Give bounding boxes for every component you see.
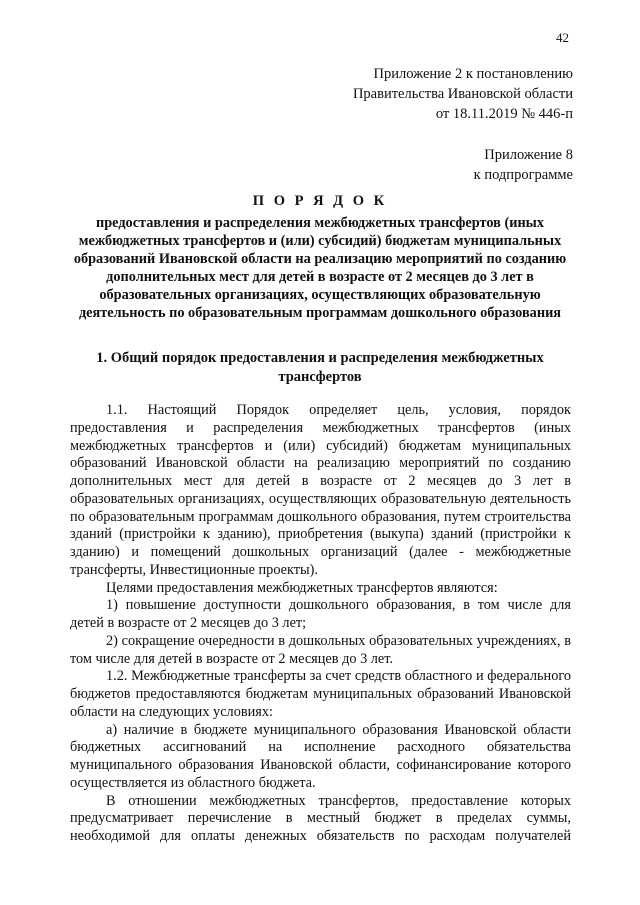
annex-header-line: Приложение 2 к постановлению bbox=[373, 66, 573, 82]
document-subtitle: предоставления и распределения межбюджетных трансфертов (иных межбюджетных трансфертов и (или) субсидий) бюджетам муниципальных образований Ивановской области на реализацию мероприятий по созданию дополнительных мест для детей в возрасте от 2 месяцев до 3 лет в образовательных организациях, осуществляющих образовательную деятельность по образовательным программам дошкольного образования bbox=[73, 215, 567, 321]
annex-header-line: Правительства Ивановской области bbox=[352, 86, 573, 102]
annex-header-line: от 18.11.2019 № 446-п bbox=[435, 106, 573, 122]
document-title: П О Р Я Д О К bbox=[252, 193, 388, 209]
body-paragraph: Целями предоставления межбюджетных трансфертов являются: bbox=[106, 579, 498, 596]
body-paragraph: 2) сокращение очередности в дошкольных образовательных учреждениях, в том числе для детей в возрасте от 2 месяцев до 3 лет. bbox=[70, 632, 571, 667]
page-number: 42 bbox=[556, 30, 569, 45]
body-paragraph: 1) повышение доступности дошкольного образования, в том числе для детей в возрасте от 2 месяцев до 3 лет; bbox=[70, 597, 571, 631]
annex-header bbox=[353, 64, 573, 124]
body-paragraph: а) наличие в бюджете муниципального образования Ивановской области бюджетных ассигнований на исполнение расходного обязательства муниципального образования Ивановской области, софинансирование которого осуществляется из областного бюджета. bbox=[70, 721, 571, 791]
sub-annex-header bbox=[474, 145, 573, 185]
document-body bbox=[70, 402, 571, 846]
sub-annex-line: к подпрограмме bbox=[473, 167, 573, 183]
section-heading: 1. Общий порядок предоставления и распределения межбюджетных трансфертов bbox=[96, 350, 544, 385]
body-paragraph: 1.2. Межбюджетные трансферты за счет средств областного и федерального бюджетов предоставляются бюджетам муниципальных образований Ивановской области на следующих условиях: bbox=[70, 668, 571, 720]
sub-annex-line: Приложение 8 bbox=[484, 147, 573, 163]
body-paragraph: В отношении межбюджетных трансфертов, предоставление которых предусматривает перечисление в местный бюджет в пределах суммы, необходимой для оплаты денежных обязательств по расходам получателей bbox=[70, 792, 571, 844]
body-paragraph: 1.1. Настоящий Порядок определяет цель, условия, порядок предоставления и распределения межбюджетных трансфертов (иных межбюджетных трансфертов и (или) субсидий) бюджетам муниципальных образований Ивановской области на реализацию мероприятий по созданию дополнительных мест для детей в возрасте от 2 месяцев до 3 лет в образовательных организациях, осуществляющих образовательную деятельность по образовательным программам дошкольного образования, путем строительства зданий (пристройки к зданию), приобретения (выкупа) зданий (пристройки к зданию) и помещений дошкольных организаций (далее - межбюджетные трансферты, Инвестиционные проекты). bbox=[70, 402, 571, 578]
